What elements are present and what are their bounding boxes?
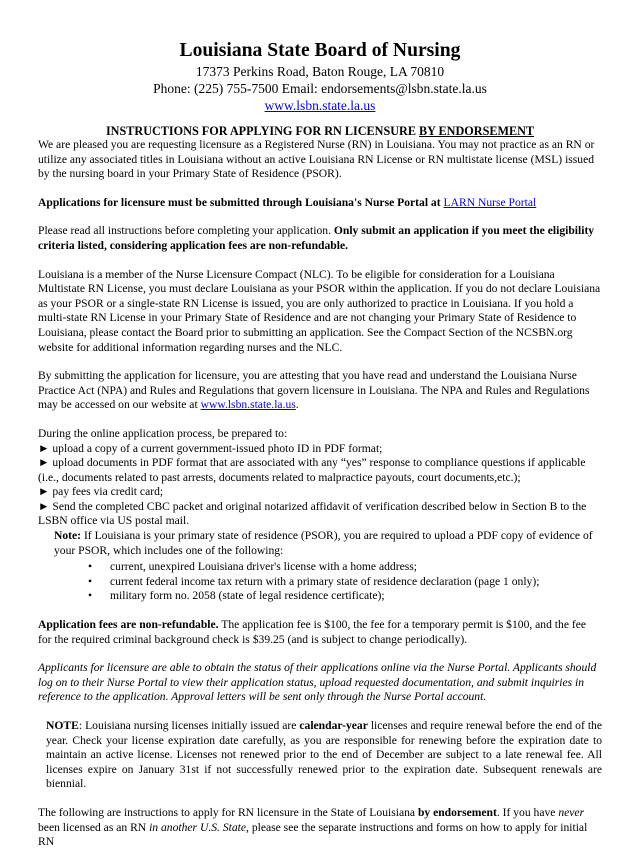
psor-note: [38, 529, 602, 604]
prepare-section: [38, 427, 602, 529]
prepare-item: ► upload documents in PDF format that are associated with any “yes” response to compliance questions if applicable (i.e., documents related to past arrests, documents related to malpractice payouts, court documents,etc.);: [38, 456, 586, 484]
prepare-intro: During the online application process, be prepared to:: [38, 426, 288, 440]
fees-bold: Application fees are non-refundable.: [38, 618, 219, 632]
list-item: • current federal income tax return with a primary state of residence declaration (page 1 only);: [110, 575, 602, 590]
portal-text: Applications for licensure must be submitted through Louisiana's Nurse Portal at: [38, 195, 444, 209]
org-address: 17373 Perkins Road, Baton Rouge, LA 70810: [195, 64, 445, 79]
renewal-label: NOTE: [46, 719, 79, 732]
portal-paragraph: [38, 196, 602, 211]
nlc-paragraph: Louisiana is a member of the Nurse Licensure Compact (NLC). To be eligible for consideration for a Louisiana Multistate RN License, you must declare Louisiana as your PSOR within the application. If you do not declare Louisiana as your PSOR or a single-state RN License is issued, you are only authorized to practice in Louisiana. If you hold a multi-state RN License in your Primary State of Residence and are not changing your Primary State of Residence to Louisiana, please contact the Board prior to submitting an application. See the Compact Section of the NCSBN.org website for additional information regarding nurses and the NLC.: [38, 267, 601, 354]
attest-text: By submitting the application for licensure, you are attesting that you have read and understand the Louisiana Nurse Practice Act (NPA) and Rules and Regulations that govern licensure in Louisiana. The NPA and Rules and Regulations may be accessed on our website at: [38, 369, 590, 412]
heading-underlined: BY ENDORSEMENT: [419, 124, 535, 138]
following-text3: been licensed as an RN: [38, 820, 150, 834]
renewal-note: [38, 719, 602, 792]
read-all-text: Please read all instructions before completing your application.: [38, 224, 334, 238]
renewal-text1: : Louisiana nursing licenses initially issued are: [78, 719, 300, 732]
letterhead: [38, 40, 602, 114]
following-text4: , please see the separate instructions and forms on how to apply for initial RN: [38, 820, 588, 849]
attest-website-link[interactable]: www.lsbn.state.la.us: [200, 398, 296, 412]
list-item: • military form no. 2058 (state of legal residence certificate);: [110, 589, 602, 604]
prepare-item: ► Send the completed CBC packet and original notarized affidavit of verification described below in Section B to the LSBN office via US postal mail.: [38, 499, 587, 528]
attest-end: .: [295, 398, 299, 412]
fees-paragraph: [38, 618, 602, 647]
list-item: • current, unexpired Louisiana driver's license with a home address;: [110, 560, 602, 575]
prepare-item: ► upload a copy of a current government-issued photo ID in PDF format;: [38, 441, 383, 455]
read-all-bold: Only submit an application if you meet the eligibility criteria listed, considering application fees are non-refundable.: [38, 224, 595, 252]
heading-main: INSTRUCTIONS FOR APPLYING FOR RN LICENSURE: [105, 124, 420, 138]
following-text2: . If you have: [496, 805, 559, 819]
website-link[interactable]: www.lsbn.state.la.us: [264, 98, 376, 113]
org-title: Louisiana State Board of Nursing: [179, 40, 461, 61]
prepare-item: ► pay fees via credit card;: [38, 485, 164, 499]
intro-paragraph: We are pleased you are requesting licensure as a Registered Nurse (RN) in Louisiana. You may not practice as an RN or utilize any associated titles in Louisiana without an active Louisiana RN License or RN multistate license (MSL) issued by the nursing board in your Primary State of Residence (PSOR).: [38, 138, 595, 181]
org-contact: Phone: (225) 755-7500 Email: endorsements@lsbn.state.la.us: [153, 81, 487, 96]
renewal-text2: licenses and require renewal before the end of the year. Check your license expiration date carefully, as you are responsible for renewing before the expiration date to maintain an active license. Licenses not renewed prior to the end of December are subject to a late renewal fee. All licenses expire on January 31st if not successfully renewed prior to the expiration date. Subsequent renewals are biennial.: [46, 719, 602, 791]
note-label: Note:: [54, 529, 82, 543]
fees-text: The application fee is $100, the fee for a temporary permit is $100, and the fee for the required criminal background check is $39.25 (and is subject to change periodically).: [38, 618, 587, 646]
document-heading: [38, 124, 602, 138]
psor-evidence-list: [54, 560, 602, 604]
following-italic-never: never: [558, 805, 585, 819]
note-text: If Louisiana is your primary state of residence (PSOR), you are required to upload a PDF copy of evidence of your PSOR, which includes one of the following:: [54, 529, 593, 557]
status-paragraph: Applicants for licensure are able to obtain the status of their applications online via the Nurse Portal. Applicants should log on to their Nurse Portal to view their application status, upload requested documentation, and submit inquiries in reference to the application. Approval letters will be sent only through the Nurse Portal account.: [38, 661, 597, 704]
larn-portal-link[interactable]: LARN Nurse Portal: [443, 195, 537, 209]
following-bold: by endorsement: [417, 805, 497, 819]
read-all-paragraph: [38, 224, 602, 253]
renewal-bold: calendar-year: [299, 719, 368, 732]
following-italic-state: in another U.S. State: [149, 820, 247, 834]
attest-paragraph: [38, 369, 602, 413]
following-text1: The following are instructions to apply for RN licensure in the State of Louisiana: [38, 805, 418, 819]
